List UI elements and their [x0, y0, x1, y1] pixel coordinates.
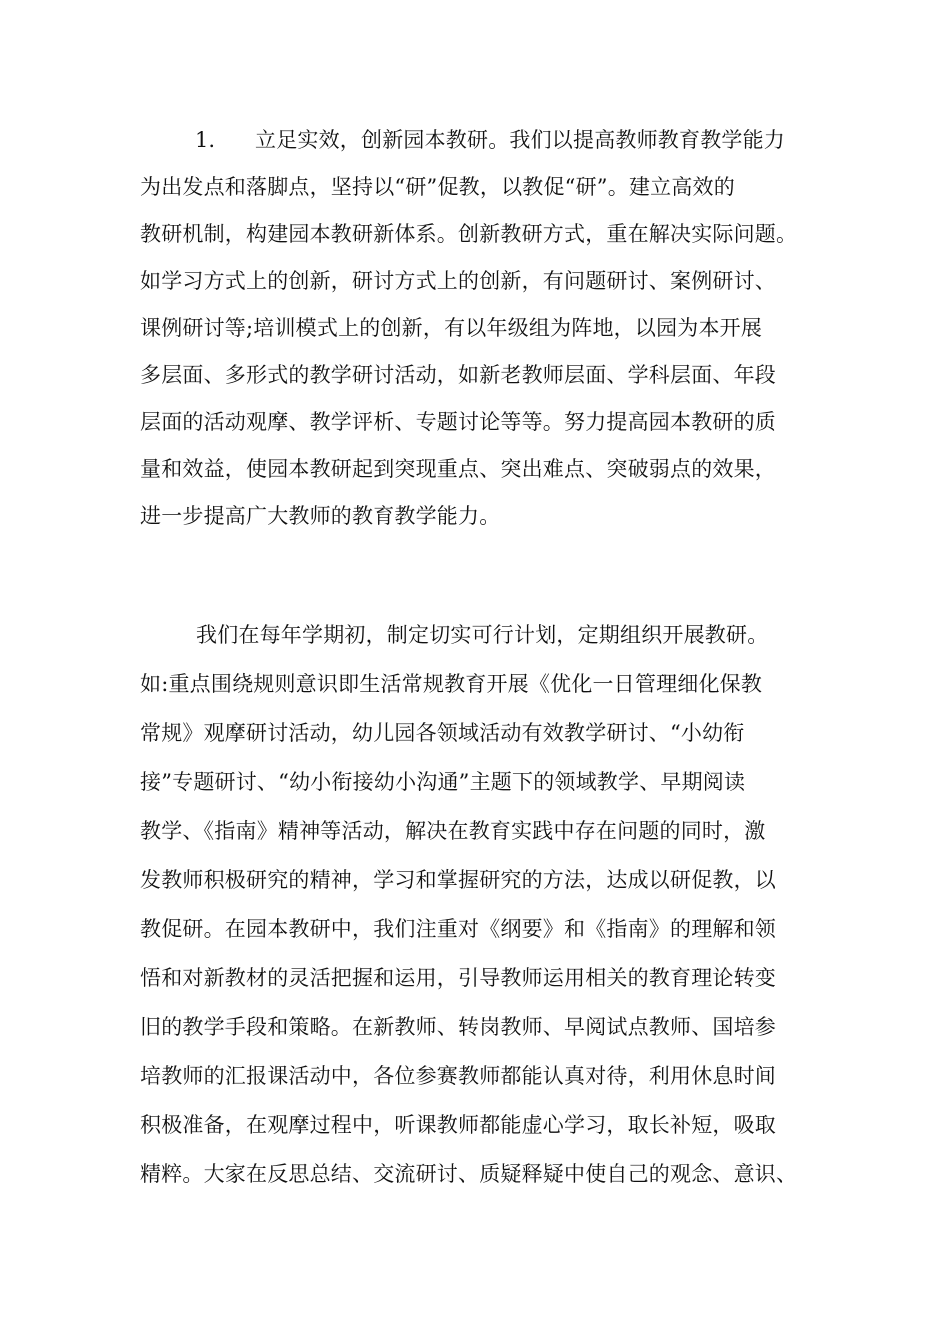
paragraph-1-line-6: 多层面、多形式的教学研讨活动，如新老教师层面、学科层面、年段 — [140, 363, 776, 387]
paragraph-1-line-3: 教研机制，构建园本教研新体系。创新教研方式，重在解决实际问题。 — [140, 222, 798, 246]
paragraph-2-line-9: 旧的教学手段和策略。在新教师、转岗教师、早阅试点教师、国培参 — [140, 1015, 776, 1039]
paragraph-2-line-10: 培教师的汇报课活动中，各位参赛教师都能认真对待，利用休息时间 — [140, 1064, 776, 1088]
paragraph-1-line-9: 进一步提高广大教师的教育教学能力。 — [140, 504, 501, 528]
paragraph-2-line-7: 教促研。在园本教研中，我们注重对《纲要》和《指南》的理解和领 — [140, 917, 776, 941]
paragraph-2-line-5: 教学、《指南》精神等活动，解决在教育实践中存在问题的同时，激 — [140, 819, 766, 843]
list-number: 1. — [195, 128, 216, 152]
paragraph-2-line-11: 积极准备，在观摩过程中，听课教师都能虚心学习，取长补短，吸取 — [140, 1113, 776, 1137]
paragraph-1-line-7: 层面的活动观摩、教学评析、专题讨论等等。努力提高园本教研的质 — [140, 410, 776, 434]
paragraph-2-line-3: 常规》观摩研讨活动，幼儿园各领域活动有效教学研讨、“小幼衔 — [140, 721, 745, 745]
paragraph-2-line-4: 接”专题研讨、“幼小衔接幼小沟通”主题下的领域教学、早期阅读 — [140, 770, 746, 794]
paragraph-1-line-8: 量和效益，使园本教研起到突现重点、突出难点、突破弱点的效果， — [140, 457, 776, 481]
paragraph-2-line-6: 发教师积极研究的精神，学习和掌握研究的方法，达成以研促教，以 — [140, 868, 776, 892]
paragraph-2-line-1: 我们在每年学期初，制定切实可行计划，定期组织开展教研。 — [196, 623, 769, 647]
paragraph-1-line-1: 立足实效，创新园本教研。我们以提高教师教育教学能力 — [255, 128, 785, 152]
paragraph-2-line-2: 如:重点围绕规则意识即生活常规教育开展《优化一日管理细化保教 — [140, 672, 763, 696]
paragraph-1-line-5: 课例研讨等;培训模式上的创新，有以年级组为阵地，以园为本开展 — [140, 316, 763, 340]
paragraph-2-line-12: 精粹。大家在反思总结、交流研讨、质疑释疑中使自己的观念、意识、 — [140, 1162, 798, 1186]
paragraph-1-line-4: 如学习方式上的创新，研讨方式上的创新，有问题研讨、案例研讨、 — [140, 269, 776, 293]
paragraph-2-line-8: 悟和对新教材的灵活把握和运用，引导教师运用相关的教育理论转变 — [140, 966, 776, 990]
paragraph-1-line-2: 为出发点和落脚点，坚持以“研”促教，以教促“研”。建立高效的 — [140, 175, 735, 199]
